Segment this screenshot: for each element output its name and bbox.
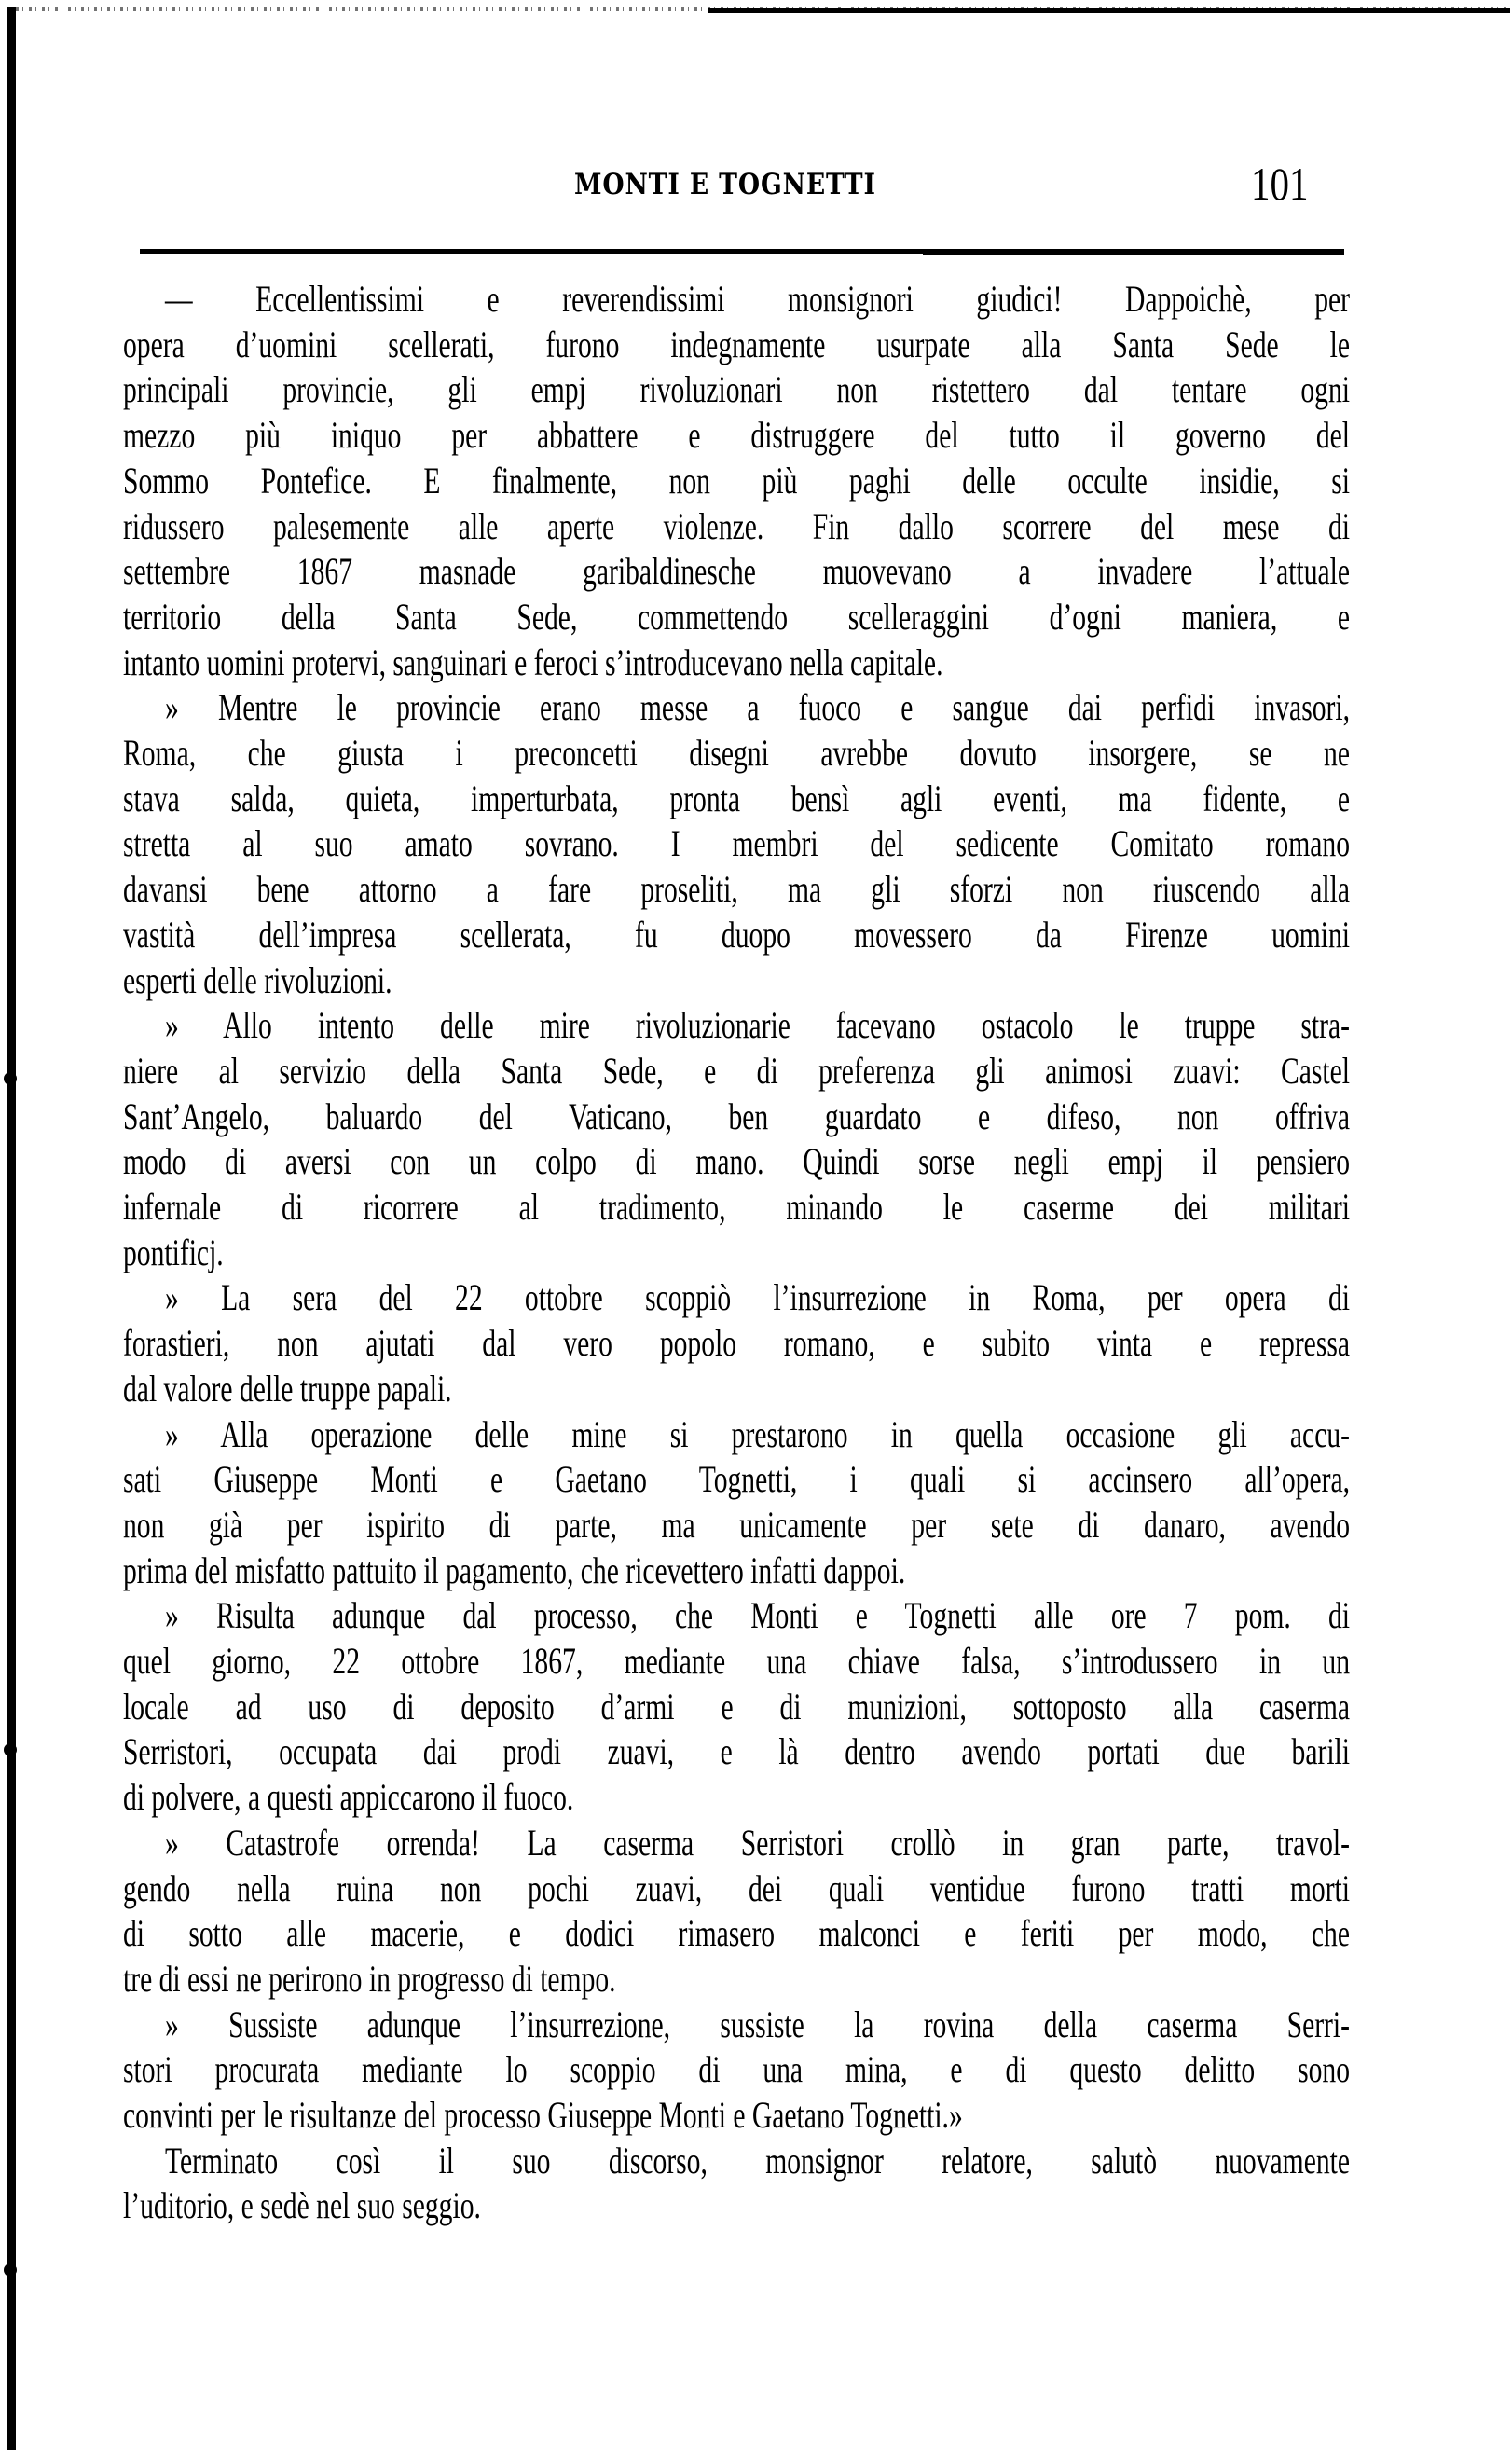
text-line: mezzo più iniquo per abbattere e distruggere del tutto il governo del: [123, 414, 1350, 457]
text-line: » Allo intento delle mire rivoluzionarie facevano ostacolo le truppe stra-: [165, 1004, 1350, 1047]
header-rule-thick: [923, 253, 1344, 255]
text-line: niere al servizio della Santa Sede, e di preferenza gli animosi zuavi: Castel: [123, 1049, 1350, 1092]
text-line: » Risulta adunque dal processo, che Monti e Tognetti alle ore 7 pom. di: [165, 1594, 1350, 1637]
text-line: » Alla operazione delle mine si prestarono in quella occasione gli accu-: [165, 1412, 1350, 1455]
text-line: » Catastrofe orrenda! La caserma Serristori crollò in gran parte, travol-: [165, 1821, 1350, 1864]
text-line: stori procurata mediante lo scoppio di una mina, e di questo delitto sono: [123, 2048, 1350, 2091]
text-line: davansi bene attorno a fare proseliti, ma gli sforzi non riuscendo alla: [123, 868, 1350, 911]
scan-border-mark: [4, 1743, 17, 1756]
text-line: quel giorno, 22 ottobre 1867, mediante una chiave falsa, s’introdussero in un: [123, 1640, 1350, 1682]
text-line: — Eccellentissimi e reverendissimi monsignori giudici! Dappoichè, per: [165, 278, 1350, 320]
text-line: ridussero palesemente alle aperte violenze. Fin dallo scorrere del mese di: [123, 504, 1350, 547]
text-line: Sant’Angelo, baluardo del Vaticano, ben guardato e difeso, non offriva: [123, 1094, 1350, 1137]
text-line: locale ad uso di deposito d’armi e di munizioni, sottoposto alla caserma: [123, 1685, 1350, 1727]
text-line: » Sussiste adunque l’insurrezione, sussiste la rovina della caserma Serri-: [165, 2003, 1350, 2045]
text-line: stretta al suo amato sovrano. I membri del sedicente Comitato romano: [123, 822, 1350, 865]
text-line: modo di aversi con un colpo di mano. Quindi sorse negli empj il pensiero: [123, 1140, 1350, 1183]
text-line: non già per ispirito di parte, ma unicamente per sete di danaro, avendo: [123, 1503, 1350, 1546]
scan-border-mark: [4, 1072, 17, 1085]
scan-border-mark: [4, 2264, 17, 2277]
scan-top-edge: [708, 8, 1510, 13]
page-number: 101: [1251, 158, 1309, 210]
text-line: Sommo Pontefice. E finalmente, non più paghi delle occulte insidie, si: [123, 459, 1350, 502]
text-line: convinti per le risultanze del processo Giuseppe Monti e Gaetano Tognetti.»: [123, 2094, 963, 2136]
text-line: territorio della Santa Sede, commettendo scelleraggini d’ogni maniera, e: [123, 595, 1350, 638]
text-line: Terminato così il suo discorso, monsignor relatore, salutò nuovamente: [165, 2139, 1350, 2182]
text-line: di sotto alle macerie, e dodici rimasero malconci e feriti per modo, che: [123, 1912, 1350, 1955]
text-line: opera d’uomini scellerati, furono indegnamente usurpate alla Santa Sede le: [123, 323, 1350, 365]
text-line: prima del misfatto pattuito il pagamento, che ricevettero infatti dappoi.: [123, 1548, 906, 1591]
text-line: di polvere, a questi appiccarono il fuoco.: [123, 1776, 574, 1819]
text-line: gendo nella ruina non pochi zuavi, dei quali ventidue furono tratti morti: [123, 1866, 1350, 1909]
text-line: intanto uomini protervi, sanguinari e feroci s’introducevano nella capitale.: [123, 640, 943, 683]
text-line: Roma, che giusta i preconcetti disegni avrebbe dovuto insorgere, se ne: [123, 732, 1350, 774]
text-line: » Mentre le provincie erano messe a fuoco e sangue dai perfidi invasori,: [165, 686, 1350, 729]
text-line: vastità dell’impresa scellerata, fu duopo movessero da Firenze uomini: [123, 913, 1350, 956]
text-line: stava salda, quieta, imperturbata, pronta bensì agli eventi, ma fidente, e: [123, 777, 1350, 819]
text-line: » La sera del 22 ottobre scoppiò l’insurrezione in Roma, per opera di: [165, 1276, 1350, 1319]
scan-left-border: [7, 7, 16, 2450]
text-line: infernale di ricorrere al tradimento, minando le caserme dei militari: [123, 1186, 1350, 1228]
text-line: l’uditorio, e sedè nel suo seggio.: [123, 2184, 481, 2227]
text-line: settembre 1867 masnade garibaldinesche muovevano a invadere l’attuale: [123, 550, 1350, 593]
text-line: esperti delle rivoluzioni.: [123, 958, 392, 1001]
text-line: tre di essi ne perirono in progresso di tempo.: [123, 1957, 616, 2000]
text-line: dal valore delle truppe papali.: [123, 1367, 452, 1410]
text-line: pontificj.: [123, 1231, 224, 1273]
text-line: forastieri, non ajutati dal vero popolo romano, e subito vinta e repressa: [123, 1322, 1350, 1365]
text-line: Serristori, occupata dai prodi zuavi, e là dentro avendo portati due barili: [123, 1730, 1350, 1773]
text-line: sati Giuseppe Monti e Gaetano Tognetti, i quali si accinsero all’opera,: [123, 1458, 1350, 1501]
text-line: principali provincie, gli empj rivoluzionari non ristettero dal tentare ogni: [123, 368, 1350, 411]
running-head-title: MONTI E TOGNETTI: [574, 168, 876, 201]
